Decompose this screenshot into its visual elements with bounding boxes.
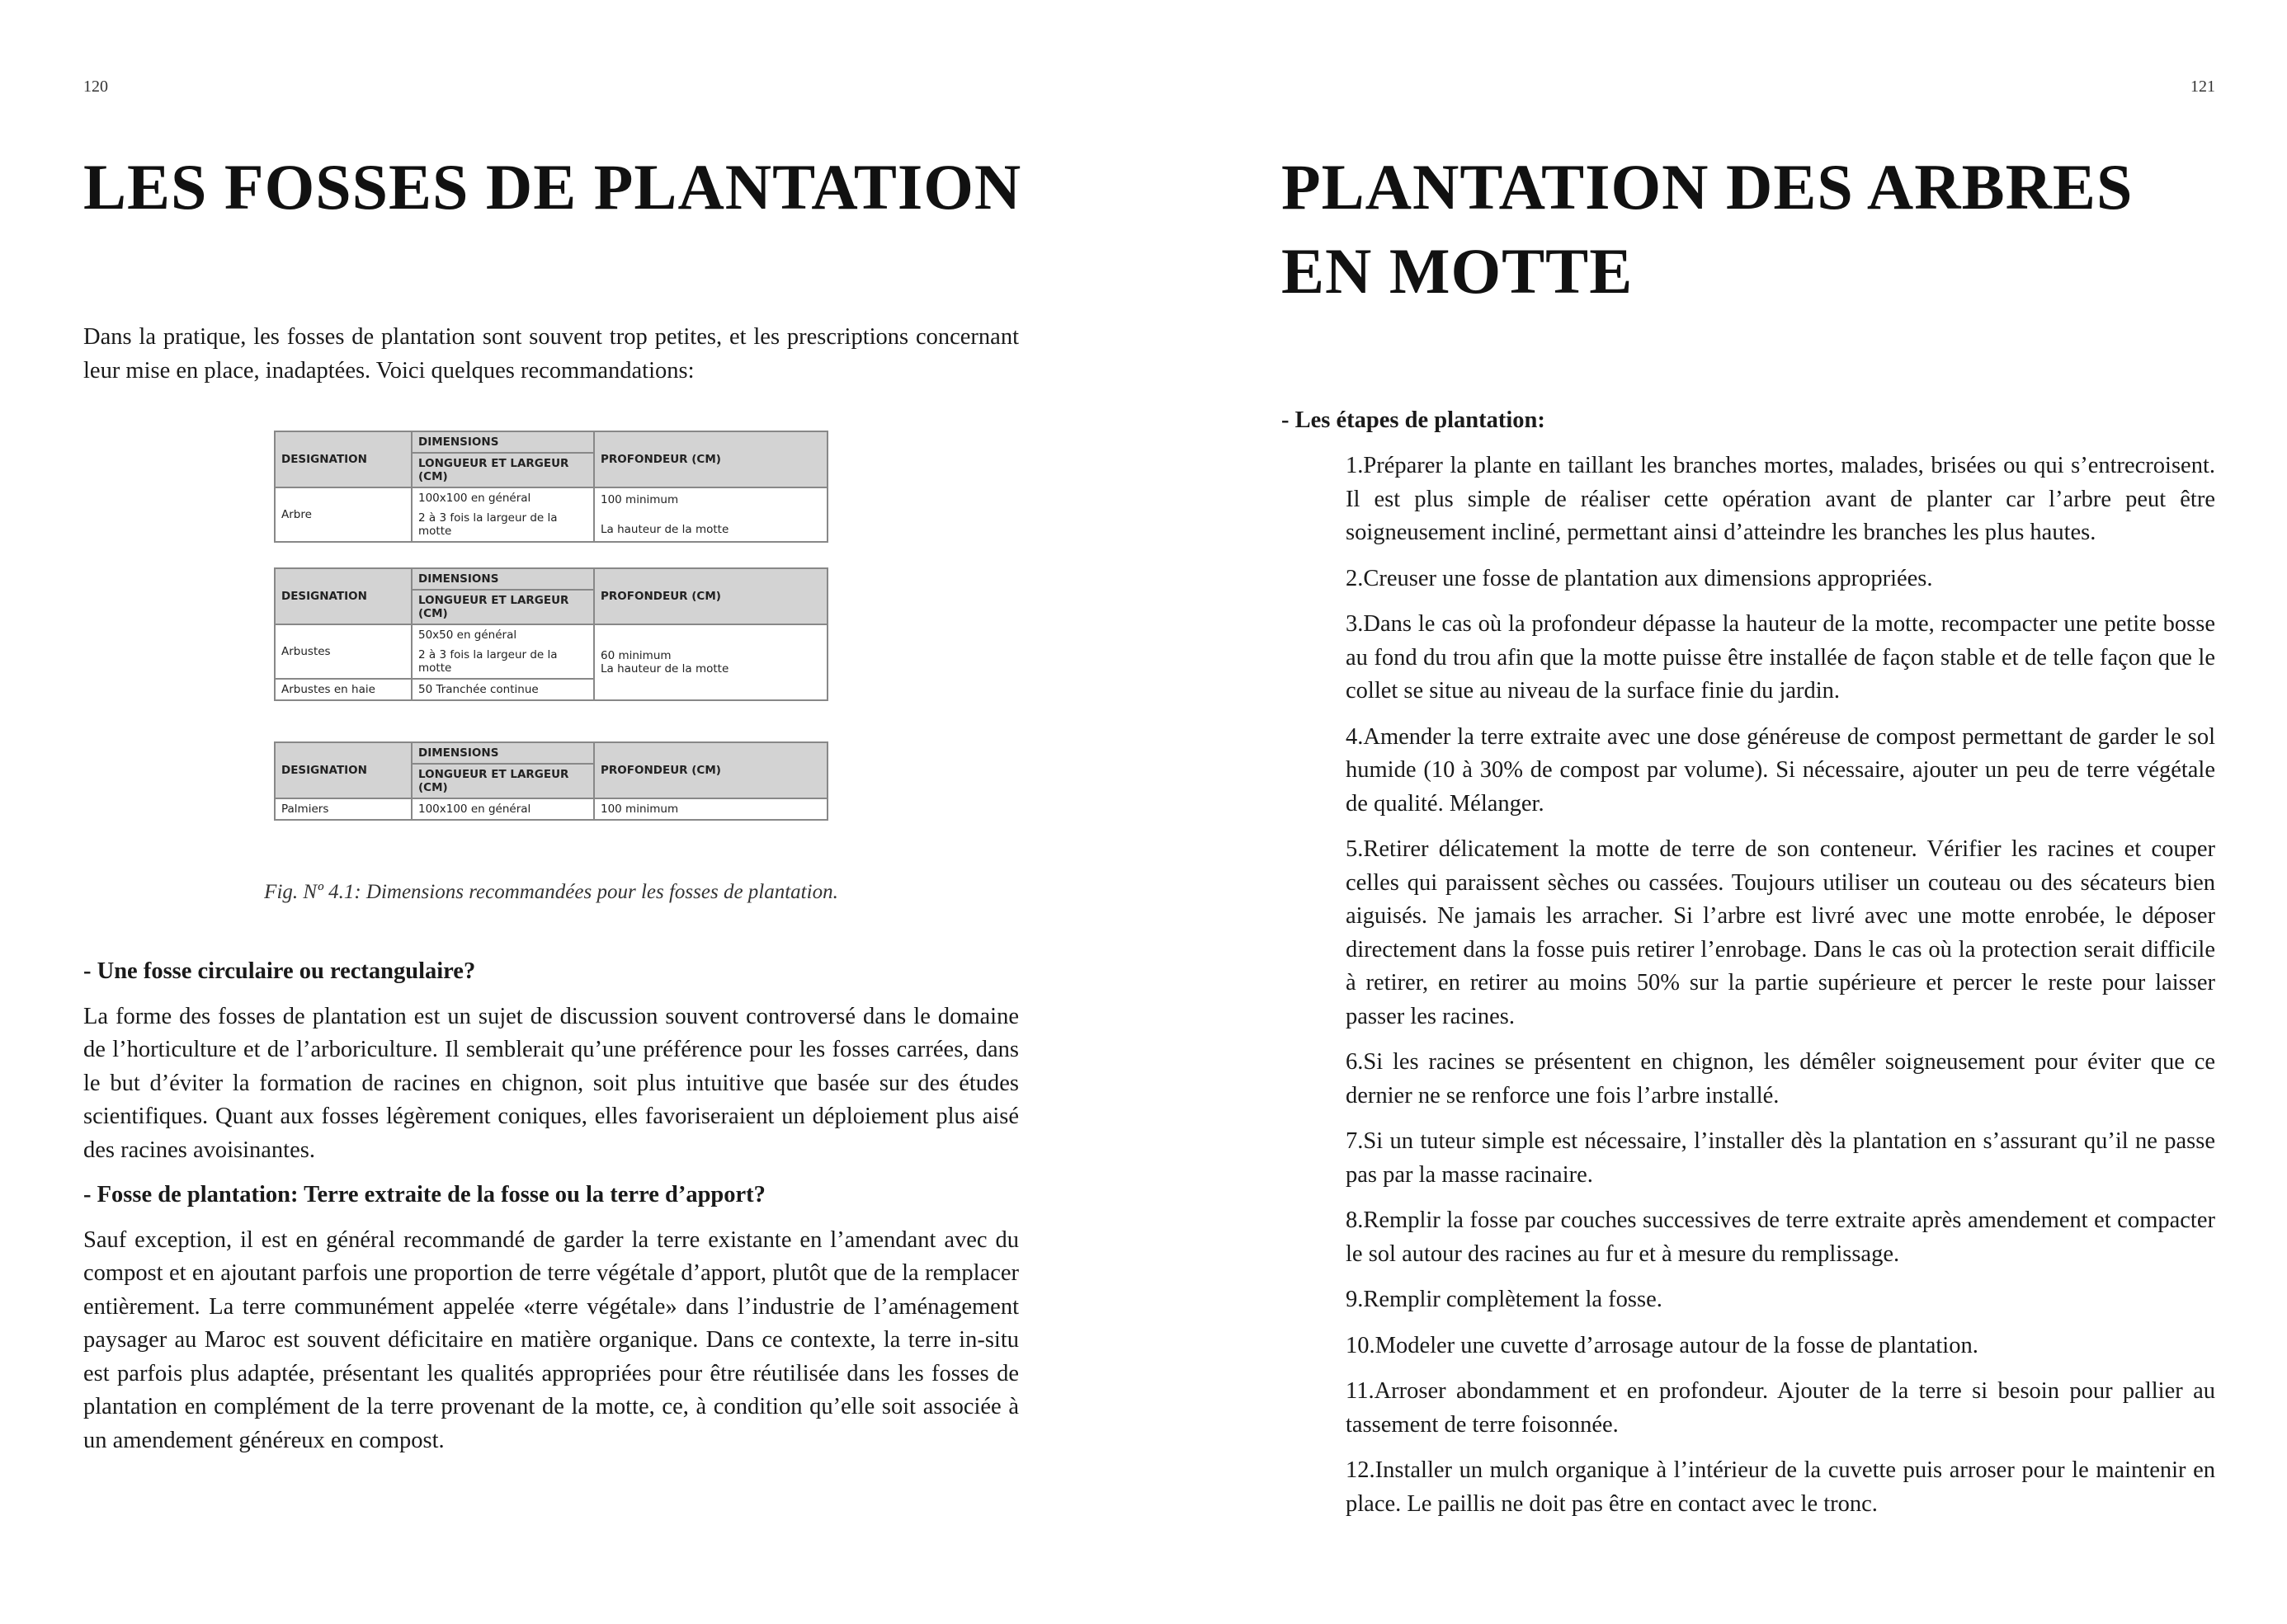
cell: Arbustes en haie bbox=[275, 679, 412, 700]
header-length-width: LONGUEUR ET LARGEUR (CM) bbox=[412, 764, 594, 798]
page-number: 120 bbox=[83, 78, 108, 96]
header-designation: DESIGNATION bbox=[275, 742, 412, 798]
header-designation: DESIGNATION bbox=[275, 431, 412, 487]
header-depth: PROFONDEUR (CM) bbox=[594, 742, 828, 798]
cell: Arbustes bbox=[275, 624, 412, 679]
left-sections bbox=[83, 955, 1019, 1469]
list-item: 9.Remplir complètement la fosse. bbox=[1346, 1287, 1662, 1312]
header-depth: PROFONDEUR (CM) bbox=[594, 431, 828, 487]
header-length-width: LONGUEUR ET LARGEUR (CM) bbox=[412, 453, 594, 487]
cell: Palmiers bbox=[275, 798, 412, 820]
list-item: 11.Arroser abondamment et en profondeur. Ajouter de la terre si besoin pour pallier au tassement de terre foisonnée. bbox=[1346, 1378, 2215, 1438]
section-text: Sauf exception, il est en général recommandé de garder la terre existante en l’amendant avec du compost et en ajoutant parfois une proportion de terre végétale d’apport, plutôt que de la remplacer entièrement. La terre communément appelée «terre végétale» dans l’industrie de l’aménagement paysager au Maroc est souvent déficitaire en matière organique. Dans ce contexte, la terre in-situ est parfois plus adaptée, présentant les qualités appropriées pour être réutilisée dans les fosses de plantation en complément de la terre provenant de la motte, ce, à condition qu’elle soit associée à un amendement généreux en compost. bbox=[83, 1226, 1019, 1453]
list-item: 12.Installer un mulch organique à l’intérieur de la cuvette puis arroser pour le maintenir en place. Le paillis ne doit pas être en contact avec le tronc. bbox=[1346, 1457, 2215, 1517]
list-item: 5.Retirer délicatement la motte de terre de son conteneur. Vérifier les racines et couper celles qui paraissent sèches ou cassées. Toujours utiliser un couteau ou des sécateurs bien aiguisés. Ne jamais les arracher. Si l’arbre est livré avec une motte enrobée, le déposer directement dans la fosse puis retirer l’enrobage. Dans le cas où la protection serait difficile à retirer, en retirer au moins 50% sur la partie supérieure et percer le reste pour laisser passer les racines. bbox=[1346, 836, 2215, 1029]
cell bbox=[412, 487, 594, 542]
dimensions-table-arbre bbox=[274, 431, 828, 543]
title-line: EN MOTTE bbox=[1281, 235, 1634, 307]
cell-line: 100 minimum bbox=[601, 493, 679, 506]
header-dimensions: DIMENSIONS bbox=[412, 431, 594, 453]
cell-line: 100x100 en général bbox=[418, 492, 531, 505]
page-title: LES FOSSES DE PLANTATION bbox=[83, 151, 1022, 223]
cell: Arbre bbox=[275, 487, 412, 542]
table-row bbox=[275, 798, 828, 820]
cell-line: 50x50 en général bbox=[418, 628, 517, 642]
cell-line: 2 à 3 fois la largeur de la motte bbox=[418, 511, 558, 538]
steps-heading: - Les étapes de plantation: bbox=[1281, 407, 1545, 433]
table-row bbox=[275, 487, 828, 542]
list-item: 1.Préparer la plante en taillant les branches mortes, malades, brisées ou qui s’entrecroisent. Il est plus simple de réaliser cette opération avant de planter car l’arbre peut être soigneusement incliné, permettant ainsi d’atteindre les branches les plus hautes. bbox=[1346, 453, 2215, 545]
list-item: 3.Dans le cas où la profondeur dépasse la hauteur de la motte, recompacter une petite bosse au fond du trou afin que la motte puisse être installée de façon stable et de telle façon que le collet se situe au niveau de la surface finie du jardin. bbox=[1346, 611, 2215, 704]
header-length-width: LONGUEUR ET LARGEUR (CM) bbox=[412, 590, 594, 624]
list-item: 8.Remplir la fosse par couches successives de terre extraite après amendement et compacter le sol autour des racines au fur et à mesure du remplissage. bbox=[1346, 1207, 2215, 1267]
header-dimensions: DIMENSIONS bbox=[412, 742, 594, 764]
page-number: 121 bbox=[2190, 78, 2215, 96]
section-heading: - Fosse de plantation: Terre extraite de la fosse ou la terre d’apport? bbox=[83, 1182, 766, 1207]
cell: 100 minimum bbox=[594, 798, 828, 820]
section-heading: - Une fosse circulaire ou rectangulaire? bbox=[83, 958, 476, 984]
intro-text: Dans la pratique, les fosses de plantation sont souvent trop petites, et les prescriptions concernant leur mise en place, inadaptées. Voici quelques recommandations: bbox=[83, 324, 1019, 384]
cell: 50 Tranchée continue bbox=[412, 679, 594, 700]
table-row bbox=[275, 624, 828, 679]
list-item: 2.Creuser une fosse de plantation aux dimensions appropriées. bbox=[1346, 565, 1933, 591]
page-title bbox=[1281, 145, 2133, 313]
section-text: La forme des fosses de plantation est un sujet de discussion souvent controversé dans le domaine de l’horticulture et de l’arboriculture. Il semblerait qu’une préférence pour les fosses carrées, dans le but d’éviter la formation de racines en chignon, soit plus intuitive que basée sur des études scientifiques. Quant aux fosses légèrement coniques, elles favoriseraient un déploiement plus aisé des racines avoisinantes. bbox=[83, 1003, 1019, 1163]
dimensions-table-arbustes bbox=[274, 567, 828, 701]
cell-line: 60 minimum bbox=[601, 649, 672, 662]
cell bbox=[412, 624, 594, 679]
cell bbox=[594, 487, 828, 542]
cell-line: La hauteur de la motte bbox=[601, 662, 729, 675]
list-item: 4.Amender la terre extraite avec une dose généreuse de compost permettant de garder le sol humide (10 à 30% de compost par volume). Si nécessaire, ajouter un peu de terre végétale de qualité. Mélanger. bbox=[1346, 723, 2215, 817]
cell-line: La hauteur de la motte bbox=[601, 523, 729, 536]
list-item: 7.Si un tuteur simple est nécessaire, l’installer dès la plantation en s’assurant qu’il ne passe pas par la masse racinaire. bbox=[1346, 1128, 2215, 1188]
list-item: 6.Si les racines se présentent en chignon, les démêler soigneusement pour éviter que ce dernier ne se renforce une fois l’arbre installé. bbox=[1346, 1049, 2215, 1109]
cell bbox=[594, 624, 828, 700]
cell: 100x100 en général bbox=[412, 798, 594, 820]
cell-line: 2 à 3 fois la largeur de la motte bbox=[418, 648, 558, 675]
header-depth: PROFONDEUR (CM) bbox=[594, 568, 828, 624]
figure-caption: Fig. Nº 4.1: Dimensions recommandées pour les fosses de plantation. bbox=[264, 881, 838, 903]
list-item: 10.Modeler une cuvette d’arrosage autour de la fosse de plantation. bbox=[1346, 1332, 1978, 1358]
intro-paragraph bbox=[83, 321, 1019, 399]
steps-list bbox=[1346, 450, 2215, 1533]
header-dimensions: DIMENSIONS bbox=[412, 568, 594, 590]
dimensions-table-palmiers bbox=[274, 741, 828, 821]
title-line: PLANTATION DES ARBRES bbox=[1281, 151, 2134, 223]
header-designation: DESIGNATION bbox=[275, 568, 412, 624]
